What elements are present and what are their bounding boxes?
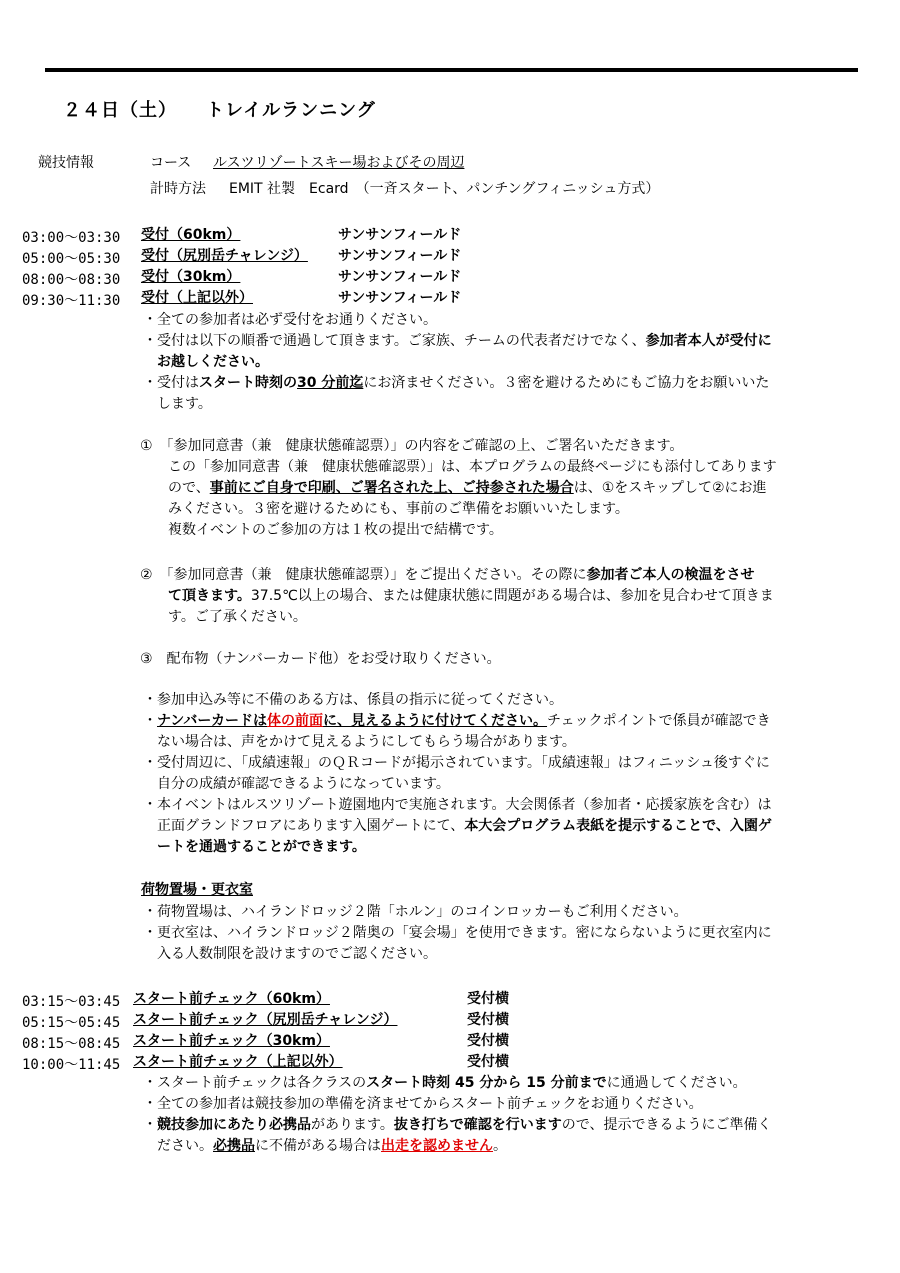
list-item: ・ナンバーカードは体の前面に、見えるように付けてください。チェックポイントで係員が確認でき [143,713,771,729]
page-title: ２４日（土） トレイルランニング [63,100,376,121]
precheck-time: 05:15～05:45 [22,1015,121,1031]
list-item-cont: お越しください。 [157,354,269,370]
list-item: ・受付はスタート時刻の30 分前迄にお済ませください。３密を避けるためにもご協力をお願いいた [143,375,770,391]
list-item: ・荷物置場は、ハイランドロッジ２階「ホルン」のコインロッカーもご利用ください。 [143,904,688,920]
list-item: ・本イベントはルスツリゾート遊園地内で実施されます。大会関係者（参加者・応援家族を含む）は [143,797,772,813]
reception-place: サンサンフィールド [338,290,462,306]
timing-label: 計時方法 [150,181,206,197]
notes: ・参加申込み等に不備のある方は、係員の指示に従ってください。 ・ナンバーカードは体の前面に、見えるように付けてください。チェックポイントで係員が確認でき ない場合は、声をかけて見えるようにしてもらう場合があります。 ・受付周辺に、「成績速報」のＱＲコードが掲示されています。「成績速報」はフィニッシュ後すぐに 自分の成績が確認できるようになっています。 ・本イベントはルスツリゾート遊園地内で実施されます。大会関係者（参加者・応援家族を含む）は 正面グランドフロアにあります入園ゲートにて、本大会プログラム表紙を提示することで、入園ゲ ートを通過することができます。 [143,690,863,858]
list-item: ・競技参加にあたり必携品があります。抜き打ちで確認を行いますので、提示できるようにご準備く [143,1117,772,1133]
reception-time: 08:00～08:30 [22,272,121,288]
precheck-time: 10:00～11:45 [22,1057,121,1073]
reception-item: 受付（尻別岳チャレンジ） [141,248,308,264]
list-item: ・参加申込み等に不備のある方は、係員の指示に従ってください。 [143,692,563,708]
list-item: ・受付周辺に、「成績速報」のＱＲコードが掲示されています。「成績速報」はフィニッシュ後すぐに [143,755,770,771]
precheck-item: スタート前チェック（60km） [133,991,330,1007]
reception-time: 03:00～03:30 [22,230,121,246]
reception-notes [143,310,863,415]
course-label: コース [150,155,192,171]
list-item: ・全ての参加者は競技参加の準備を済ませてからスタート前チェックをお通りください。 [143,1096,703,1112]
reception-place: サンサンフィールド [338,248,462,264]
reception-place: サンサンフィールド [338,269,462,285]
reception-time: 09:30～11:30 [22,293,121,309]
precheck-place: 受付横 [467,991,509,1007]
precheck-item: スタート前チェック（尻別岳チャレンジ） [133,1012,398,1028]
reception-item: 受付（30km） [141,269,241,285]
precheck-notes: ・スタート前チェックは各クラスのスタート時刻 45 分から 15 分前までに通過してください。 ・全ての参加者は競技参加の準備を済ませてからスタート前チェックをお通りください。 ・競技参加にあたり必携品があります。抜き打ちで確認を行いますので、提示できるようにご準備く ださい。必携品に不備がある場合は出走を認めません。 [143,1073,863,1157]
reception-item: 受付（上記以外） [141,290,253,306]
course-value: ルスツリゾートスキー場およびその周辺 [213,155,465,171]
step-1: ① 「参加同意書（兼 健康状態確認票）」の内容をご確認の上、ご署名いただきます。 この「参加同意書（兼 健康状態確認票）」は、本プログラムの最終ページにも添付してあります ので、事前にご自身で印刷、ご署名された上、ご持参された場合は、①をスキップして②にお進 みください。３密を避けるためにも、事前のご準備をお願いいたします。 複数イベントのご参加の方は１枚の提出で結構です。 [140,438,777,538]
list-item-cont: します。 [157,396,212,412]
list-item: ・受付は以下の順番で通過して頂きます。ご家族、チームの代表者だけでなく、参加者本人が受付に [143,333,772,349]
list-item: ・全ての参加者は必ず受付をお通りください。 [143,312,437,328]
header-rule [45,68,858,72]
precheck-place: 受付横 [467,1054,509,1070]
precheck-time: 03:15～03:45 [22,994,121,1010]
reception-place: サンサンフィールド [338,227,462,243]
list-item: ・スタート前チェックは各クラスのスタート時刻 45 分から 15 分前までに通過してください。 [143,1075,747,1091]
reception-item: 受付（60km） [141,227,241,243]
step-2: ② 「参加同意書（兼 健康状態確認票）」をご提出ください。その際に参加者ご本人の検温をさせ て頂きます。37.5℃以上の場合、または健康状態に問題がある場合は、参加を見合わせて頂きま す。ご了承ください。 [140,567,774,625]
info-label: 競技情報 [38,155,94,171]
precheck-time: 08:15～08:45 [22,1036,121,1052]
reception-time: 05:00～05:30 [22,251,121,267]
precheck-item: スタート前チェック（30km） [133,1033,330,1049]
precheck-place: 受付横 [467,1033,509,1049]
precheck-item: スタート前チェック（上記以外） [133,1054,343,1070]
step-3: ③ 配布物（ナンバーカード他）をお受け取りください。 [140,651,501,667]
list-item: ・更衣室は、ハイランドロッジ２階奥の「宴会場」を使用できます。密にならないように更衣室内に [143,925,772,941]
timing-value: EMIT 社製 Ecard （一斉スタート、パンチングフィニッシュ方式） [229,181,660,197]
baggage-notes: ・荷物置場は、ハイランドロッジ２階「ホルン」のコインロッカーもご利用ください。 ・更衣室は、ハイランドロッジ２階奥の「宴会場」を使用できます。密にならないように更衣室内に 入る人数制限を設けますのでご認ください。 [143,902,863,965]
precheck-place: 受付横 [467,1012,509,1028]
baggage-heading: 荷物置場・更衣室 [141,882,253,898]
